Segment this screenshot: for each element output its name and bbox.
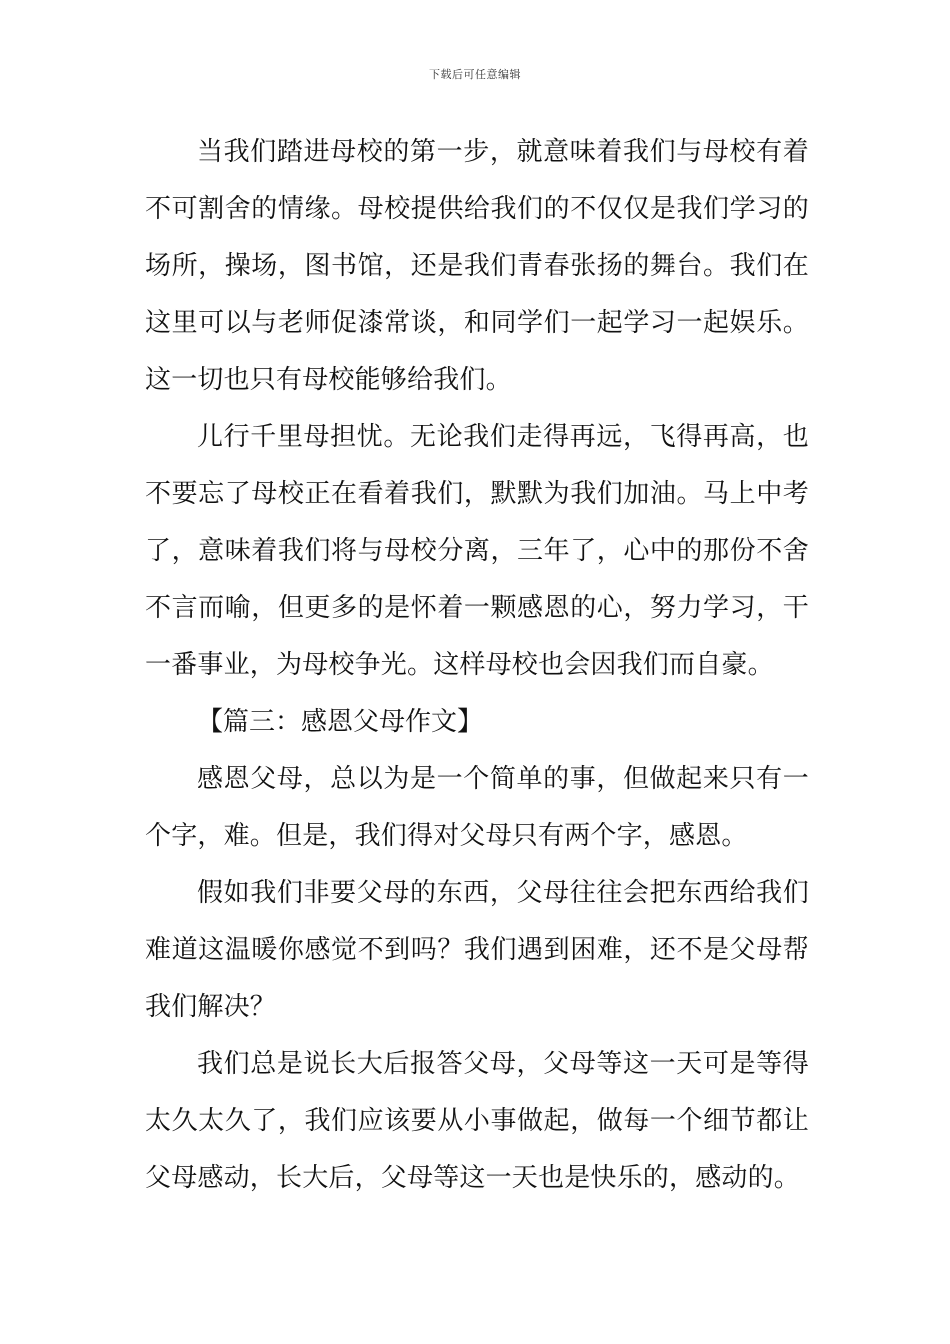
section-heading: 【篇三：感恩父母作文】 [197, 707, 484, 737]
paragraph: 假如我们非要父母的东西，父母往往会把东西给我们难道这温暖你感觉不到吗？我们遇到困难，还不是父母帮我们解决？ [145, 878, 809, 1022]
paragraph: 儿行千里母担忧。无论我们走得再远，飞得再高，也不要忘了母校正在看着我们，默默为我们加油。马上中考了，意味着我们将与母校分离，三年了，心中的那份不舍不言而喻，但更多的是怀着一颗感恩的心，努力学习，干一番事业，为母校争光。这样母校也会因我们而自豪。 [145, 422, 809, 680]
document-body [145, 124, 809, 1207]
paragraph: 当我们踏进母校的第一步，就意味着我们与母校有着不可割舍的情缘。母校提供给我们的不仅仅是我们学习的场所，操场，图书馆，还是我们青春张扬的舞台。我们在这里可以与老师促漆常谈，和同学们一起学习一起娱乐。这一切也只有母校能够给我们。 [145, 137, 809, 395]
paragraph: 感恩父母，总以为是一个简单的事，但做起来只有一个字，难。但是，我们得对父母只有两个字，感恩。 [145, 764, 809, 851]
page-header-note: 下载后可任意编辑 [429, 68, 521, 81]
paragraph: 我们总是说长大后报答父母，父母等这一天可是等得太久太久了，我们应该要从小事做起，做每一个细节都让父母感动，长大后，父母等这一天也是快乐的，感动的。 [145, 1049, 809, 1193]
